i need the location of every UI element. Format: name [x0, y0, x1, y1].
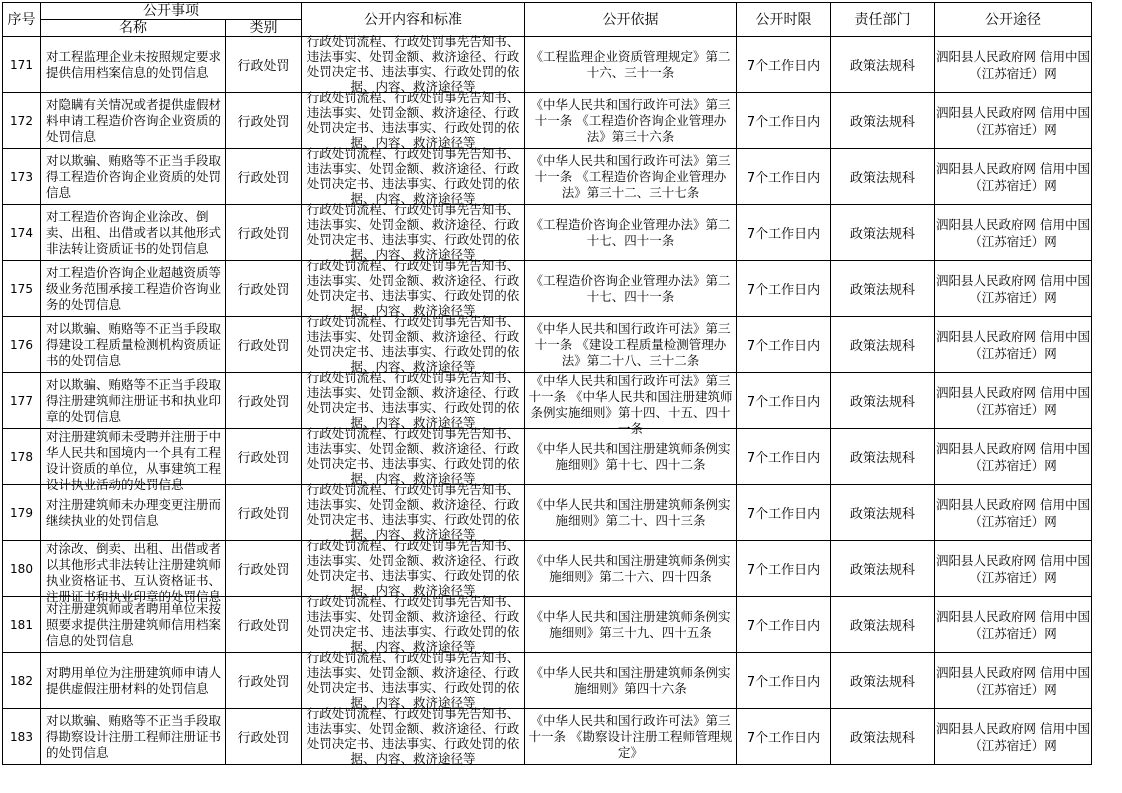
header-route: 公开途径 — [935, 3, 1092, 37]
cell-basis: 《中华人民共和国注册建筑师条例实施细则》第四十六条 — [525, 653, 737, 709]
cell-route: 泗阳县人民政府网 信用中国（江苏宿迁）网 — [935, 205, 1092, 261]
cell-name: 对以欺骗、贿赂等不正当手段取得注册建筑师注册证书和执业印章的处罚信息 — [41, 373, 226, 429]
cell-seq: 177 — [3, 373, 41, 429]
cell-basis: 《中华人民共和国行政许可法》第三十一条 《工程造价咨询企业管理办法》第三十六条 — [525, 93, 737, 149]
cell-seq: 175 — [3, 261, 41, 317]
cell-basis: 《中华人民共和国注册建筑师条例实施细则》第十七、四十二条 — [525, 429, 737, 485]
header-basis: 公开依据 — [525, 3, 737, 37]
cell-time: 7个工作日内 — [737, 205, 831, 261]
cell-content: 行政处罚流程、行政处罚事先告知书、违法事实、处罚金额、救济途径、行政处罚决定书、违法事实、行政处罚的依据、内容、救济途径等 — [302, 541, 525, 597]
cell-name: 对以欺骗、贿赂等不正当手段取得建设工程质量检测机构资质证书的处罚信息 — [41, 317, 226, 373]
table-row — [3, 37, 1092, 93]
cell-dept: 政策法规科 — [831, 485, 935, 541]
cell-content: 行政处罚流程、行政处罚事先告知书、违法事实、处罚金额、救济途径、行政处罚决定书、违法事实、行政处罚的依据、内容、救济途径等 — [302, 597, 525, 653]
cell-category: 行政处罚 — [226, 541, 302, 597]
cell-route: 泗阳县人民政府网 信用中国（江苏宿迁）网 — [935, 485, 1092, 541]
cell-dept: 政策法规科 — [831, 541, 935, 597]
cell-route: 泗阳县人民政府网 信用中国（江苏宿迁）网 — [935, 93, 1092, 149]
cell-seq: 179 — [3, 485, 41, 541]
cell-category: 行政处罚 — [226, 149, 302, 205]
cell-route: 泗阳县人民政府网 信用中国（江苏宿迁）网 — [935, 429, 1092, 485]
table-row — [3, 373, 1092, 429]
table-row — [3, 597, 1092, 653]
cell-route: 泗阳县人民政府网 信用中国（江苏宿迁）网 — [935, 373, 1092, 429]
cell-seq: 183 — [3, 709, 41, 765]
cell-route: 泗阳县人民政府网 信用中国（江苏宿迁）网 — [935, 709, 1092, 765]
cell-time: 7个工作日内 — [737, 485, 831, 541]
cell-content: 行政处罚流程、行政处罚事先告知书、违法事实、处罚金额、救济途径、行政处罚决定书、违法事实、行政处罚的依据、内容、救济途径等 — [302, 485, 525, 541]
cell-category: 行政处罚 — [226, 653, 302, 709]
cell-route: 泗阳县人民政府网 信用中国（江苏宿迁）网 — [935, 149, 1092, 205]
cell-basis: 《中华人民共和国行政许可法》第三十一条 《建设工程质量检测管理办法》第二十八、三十二条 — [525, 317, 737, 373]
cell-time: 7个工作日内 — [737, 317, 831, 373]
cell-route: 泗阳县人民政府网 信用中国（江苏宿迁）网 — [935, 653, 1092, 709]
cell-dept: 政策法规科 — [831, 37, 935, 93]
cell-time: 7个工作日内 — [737, 541, 831, 597]
cell-dept: 政策法规科 — [831, 93, 935, 149]
cell-basis: 《中华人民共和国行政许可法》第三十一条 《勘察设计注册工程师管理规定》 — [525, 709, 737, 765]
table-row — [3, 261, 1092, 317]
cell-content: 行政处罚流程、行政处罚事先告知书、违法事实、处罚金额、救济途径、行政处罚决定书、违法事实、行政处罚的依据、内容、救济途径等 — [302, 373, 525, 429]
cell-category: 行政处罚 — [226, 261, 302, 317]
cell-seq: 181 — [3, 597, 41, 653]
table-row — [3, 429, 1092, 485]
cell-name: 对注册建筑师未受聘并注册于中华人民共和国境内一个具有工程设计资质的单位，从事建筑工程设计执业活动的处罚信息 — [41, 429, 226, 485]
header-category: 类别 — [226, 20, 302, 37]
header-dept: 责任部门 — [831, 3, 935, 37]
cell-name: 对工程监理企业未按照规定要求提供信用档案信息的处罚信息 — [41, 37, 226, 93]
cell-content: 行政处罚流程、行政处罚事先告知书、违法事实、处罚金额、救济途径、行政处罚决定书、违法事实、行政处罚的依据、内容、救济途径等 — [302, 653, 525, 709]
cell-category: 行政处罚 — [226, 93, 302, 149]
cell-seq: 180 — [3, 541, 41, 597]
cell-category: 行政处罚 — [226, 317, 302, 373]
table-row — [3, 205, 1092, 261]
cell-time: 7个工作日内 — [737, 373, 831, 429]
cell-time: 7个工作日内 — [737, 709, 831, 765]
cell-seq: 173 — [3, 149, 41, 205]
cell-time: 7个工作日内 — [737, 429, 831, 485]
cell-route: 泗阳县人民政府网 信用中国（江苏宿迁）网 — [935, 261, 1092, 317]
cell-name: 对工程造价咨询企业超越资质等级业务范围承接工程造价咨询业务的处罚信息 — [41, 261, 226, 317]
cell-time: 7个工作日内 — [737, 93, 831, 149]
cell-dept: 政策法规科 — [831, 429, 935, 485]
cell-basis: 《工程造价咨询企业管理办法》第二十七、四十一条 — [525, 261, 737, 317]
cell-category: 行政处罚 — [226, 37, 302, 93]
cell-name: 对隐瞒有关情况或者提供虚假材料申请工程造价咨询企业资质的处罚信息 — [41, 93, 226, 149]
cell-dept: 政策法规科 — [831, 373, 935, 429]
cell-seq: 172 — [3, 93, 41, 149]
cell-name: 对工程造价咨询企业涂改、倒卖、出租、出借或者以其他形式非法转让资质证书的处罚信息 — [41, 205, 226, 261]
cell-content: 行政处罚流程、行政处罚事先告知书、违法事实、处罚金额、救济途径、行政处罚决定书、违法事实、行政处罚的依据、内容、救济途径等 — [302, 149, 525, 205]
disclosure-table — [2, 2, 1092, 765]
cell-dept: 政策法规科 — [831, 317, 935, 373]
cell-route: 泗阳县人民政府网 信用中国（江苏宿迁）网 — [935, 597, 1092, 653]
cell-seq: 171 — [3, 37, 41, 93]
header-group: 公开事项 — [41, 3, 302, 20]
cell-seq: 176 — [3, 317, 41, 373]
cell-dept: 政策法规科 — [831, 597, 935, 653]
table-row — [3, 317, 1092, 373]
table-row — [3, 653, 1092, 709]
cell-time: 7个工作日内 — [737, 261, 831, 317]
cell-route: 泗阳县人民政府网 信用中国（江苏宿迁）网 — [935, 37, 1092, 93]
table-row — [3, 93, 1092, 149]
cell-basis: 《工程监理企业资质管理规定》第二十六、三十一条 — [525, 37, 737, 93]
cell-content: 行政处罚流程、行政处罚事先告知书、违法事实、处罚金额、救济途径、行政处罚决定书、违法事实、行政处罚的依据、内容、救济途径等 — [302, 205, 525, 261]
cell-content: 行政处罚流程、行政处罚事先告知书、违法事实、处罚金额、救济途径、行政处罚决定书、违法事实、行政处罚的依据、内容、救济途径等 — [302, 261, 525, 317]
table-row — [3, 149, 1092, 205]
cell-basis: 《中华人民共和国注册建筑师条例实施细则》第三十九、四十五条 — [525, 597, 737, 653]
cell-seq: 174 — [3, 205, 41, 261]
cell-content: 行政处罚流程、行政处罚事先告知书、违法事实、处罚金额、救济途径、行政处罚决定书、违法事实、行政处罚的依据、内容、救济途径等 — [302, 93, 525, 149]
cell-category: 行政处罚 — [226, 709, 302, 765]
cell-content: 行政处罚流程、行政处罚事先告知书、违法事实、处罚金额、救济途径、行政处罚决定书、违法事实、行政处罚的依据、内容、救济途径等 — [302, 429, 525, 485]
cell-seq: 182 — [3, 653, 41, 709]
header-content: 公开内容和标准 — [302, 3, 525, 37]
cell-dept: 政策法规科 — [831, 149, 935, 205]
table-row — [3, 541, 1092, 597]
cell-seq: 178 — [3, 429, 41, 485]
cell-category: 行政处罚 — [226, 373, 302, 429]
cell-name: 对注册建筑师未办理变更注册而继续执业的处罚信息 — [41, 485, 226, 541]
cell-time: 7个工作日内 — [737, 37, 831, 93]
cell-time: 7个工作日内 — [737, 597, 831, 653]
cell-dept: 政策法规科 — [831, 653, 935, 709]
header-seq: 序号 — [3, 3, 41, 37]
cell-time: 7个工作日内 — [737, 653, 831, 709]
cell-content: 行政处罚流程、行政处罚事先告知书、违法事实、处罚金额、救济途径、行政处罚决定书、违法事实、行政处罚的依据、内容、救济途径等 — [302, 37, 525, 93]
table-body — [3, 34, 1092, 766]
table-row — [3, 709, 1092, 765]
cell-basis: 《工程造价咨询企业管理办法》第二十七、四十一条 — [525, 205, 737, 261]
cell-name: 对以欺骗、贿赂等不正当手段取得工程造价咨询企业资质的处罚信息 — [41, 149, 226, 205]
cell-name: 对以欺骗、贿赂等不正当手段取得勘察设计注册工程师注册证书的处罚信息 — [41, 709, 226, 765]
cell-route: 泗阳县人民政府网 信用中国（江苏宿迁）网 — [935, 317, 1092, 373]
cell-name: 对注册建筑师或者聘用单位未按照要求提供注册建筑师信用档案信息的处罚信息 — [41, 597, 226, 653]
cell-dept: 政策法规科 — [831, 205, 935, 261]
cell-content: 行政处罚流程、行政处罚事先告知书、违法事实、处罚金额、救济途径、行政处罚决定书、违法事实、行政处罚的依据、内容、救济途径等 — [302, 709, 525, 765]
cell-content: 行政处罚流程、行政处罚事先告知书、违法事实、处罚金额、救济途径、行政处罚决定书、违法事实、行政处罚的依据、内容、救济途径等 — [302, 317, 525, 373]
cell-category: 行政处罚 — [226, 597, 302, 653]
cell-basis: 《中华人民共和国行政许可法》第三十一条 《工程造价咨询企业管理办法》第三十二、三十七条 — [525, 149, 737, 205]
cell-basis: 《中华人民共和国注册建筑师条例实施细则》第二十六、四十四条 — [525, 541, 737, 597]
cell-name: 对涂改、倒卖、出租、出借或者以其他形式非法转让注册建筑师执业资格证书、互认资格证书、注册证书和执业印章的处罚信息 — [41, 541, 226, 597]
cell-dept: 政策法规科 — [831, 709, 935, 765]
cell-category: 行政处罚 — [226, 205, 302, 261]
cell-category: 行政处罚 — [226, 429, 302, 485]
cell-category: 行政处罚 — [226, 485, 302, 541]
cell-basis: 《中华人民共和国行政许可法》第三十一条 《中华人民共和国注册建筑师条例实施细则》第十四、十五、四十一条 — [525, 373, 737, 429]
cell-name: 对聘用单位为注册建筑师申请人提供虚假注册材料的处罚信息 — [41, 653, 226, 709]
cell-basis: 《中华人民共和国注册建筑师条例实施细则》第二十、四十三条 — [525, 485, 737, 541]
header-name: 名称 — [41, 20, 226, 37]
cell-dept: 政策法规科 — [831, 261, 935, 317]
header-time: 公开时限 — [737, 3, 831, 37]
cell-time: 7个工作日内 — [737, 149, 831, 205]
cell-route: 泗阳县人民政府网 信用中国（江苏宿迁）网 — [935, 541, 1092, 597]
